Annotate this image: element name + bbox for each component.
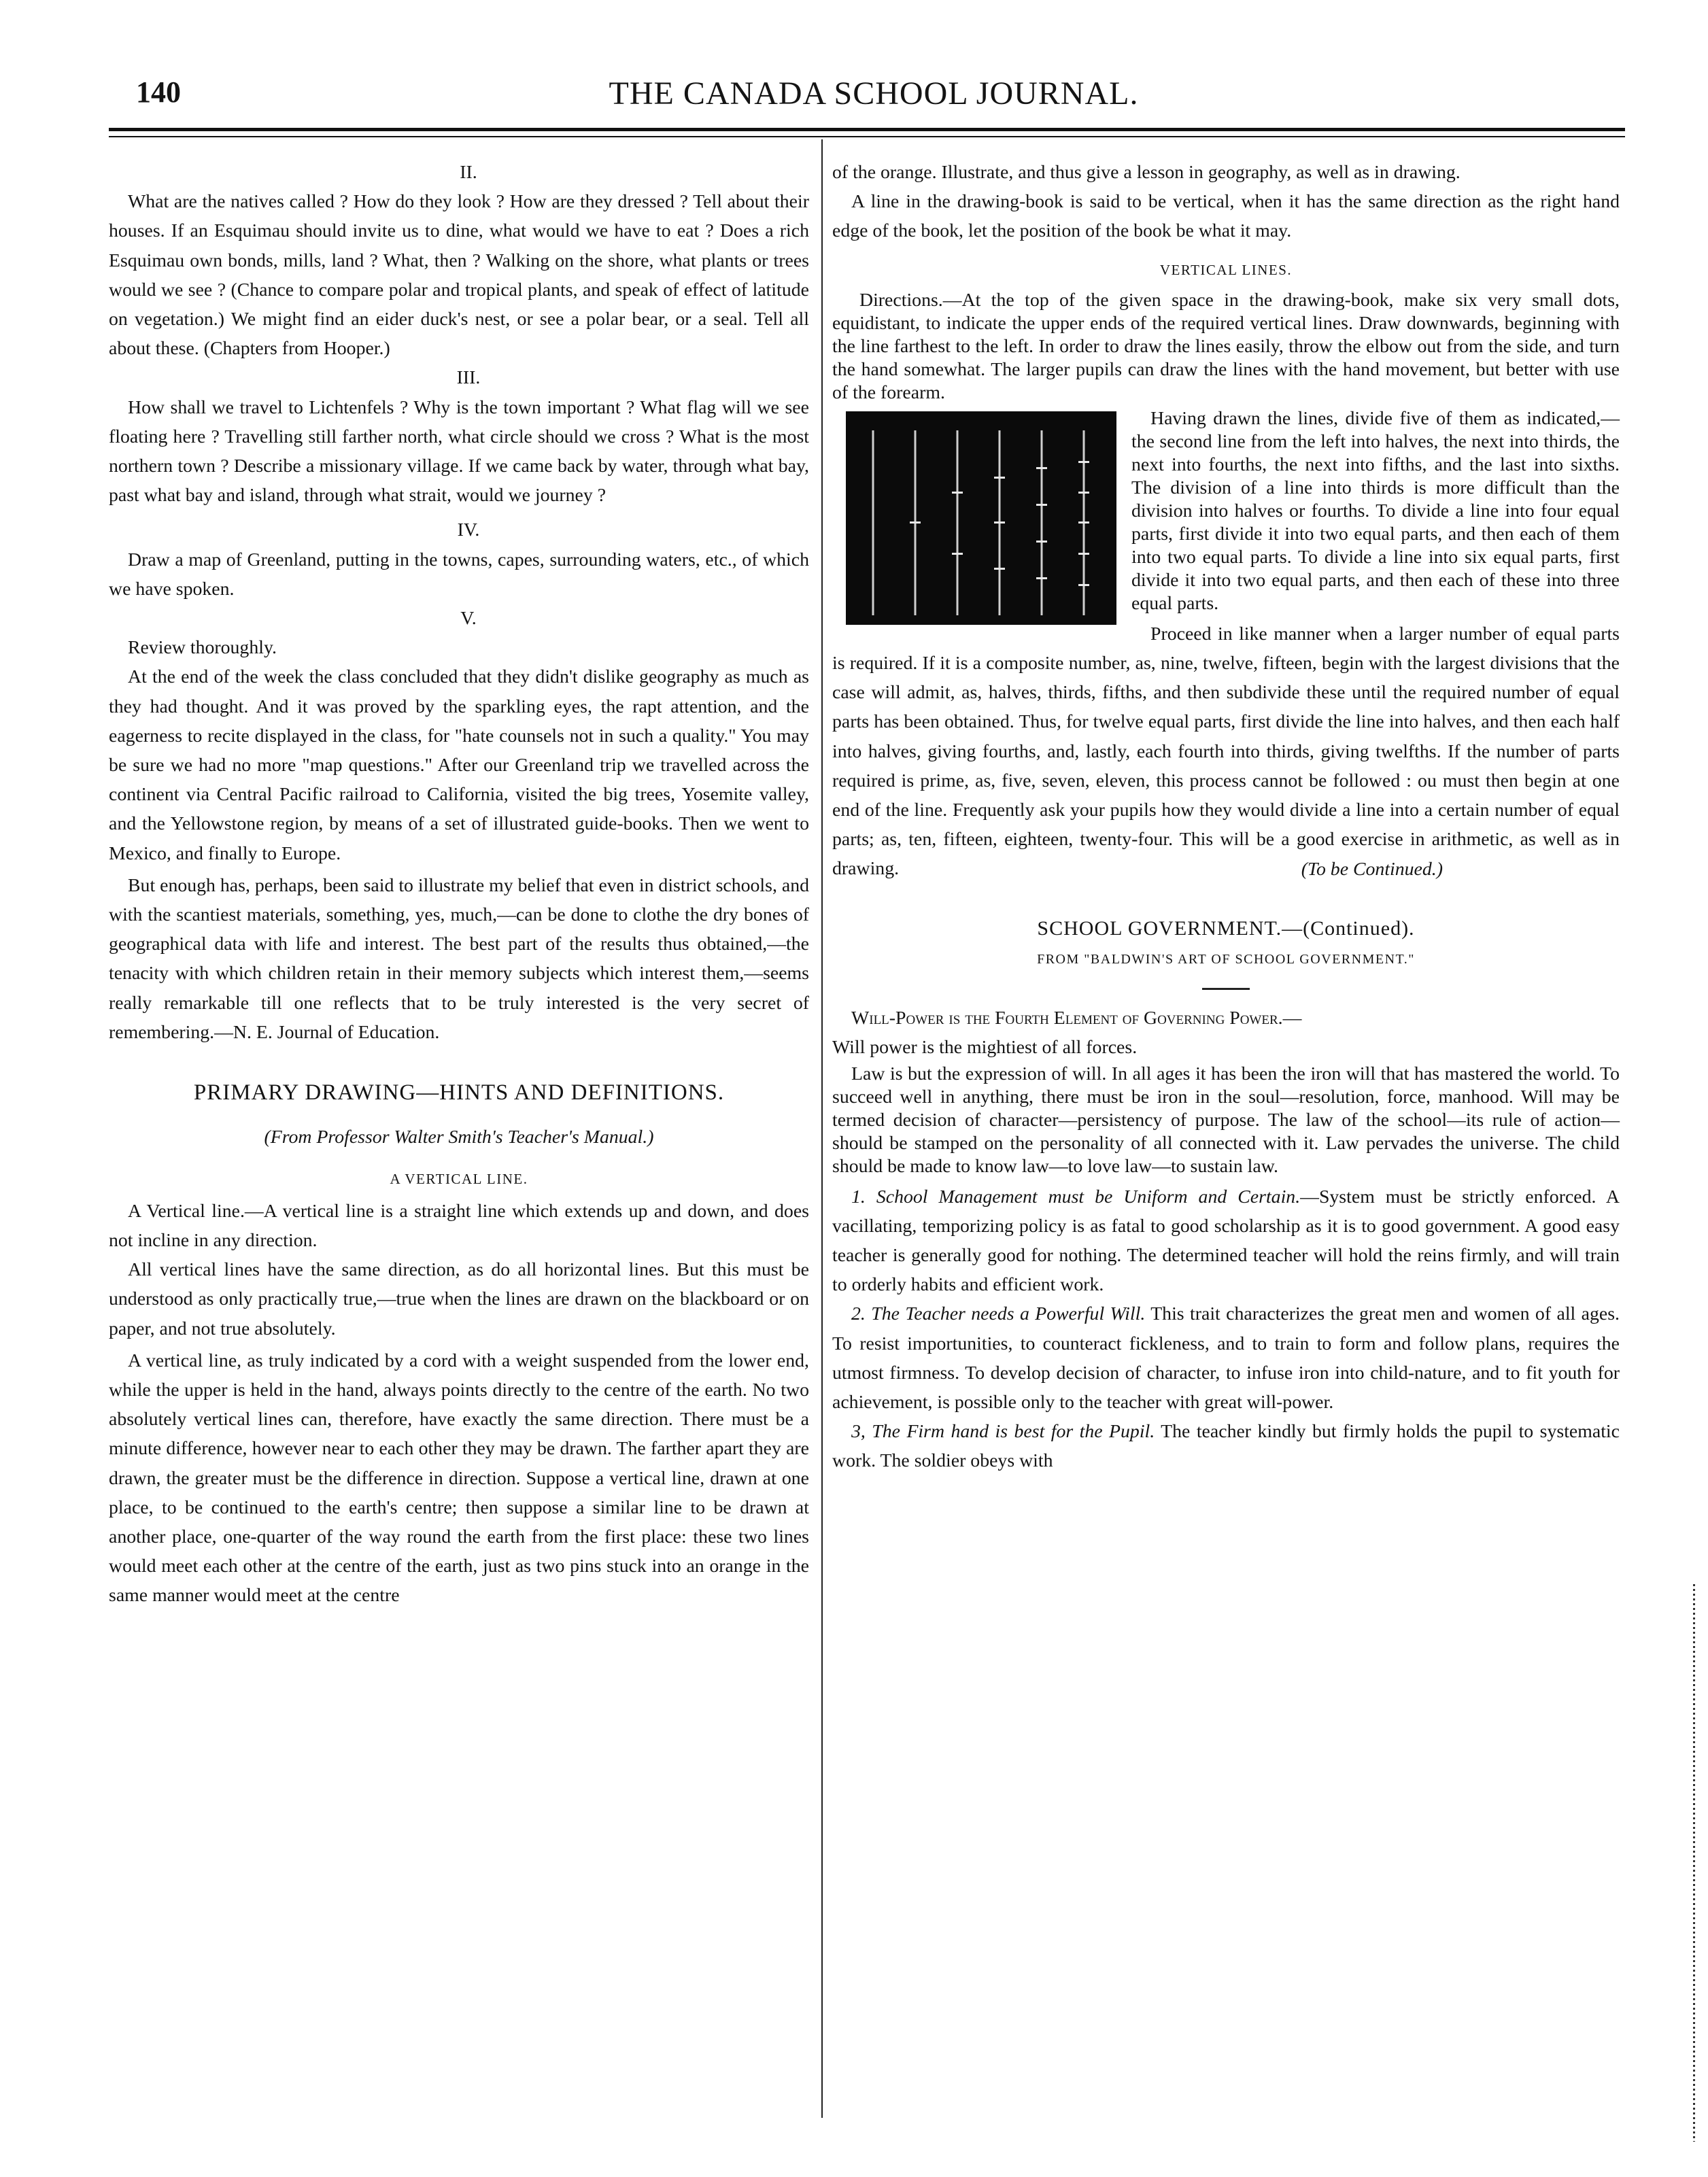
section-title: SCHOOL GOVERNMENT.—(Continued). (1037, 916, 1415, 940)
paragraph: All vertical lines have the same direction, as do all horizontal lines. But this must be understood as only practically true,—true when the lines are drawn on the blackboard or on paper, and not true absolutely. (109, 1259, 809, 1339)
journal-title: THE CANADA SCHOOL JOURNAL. (609, 75, 1139, 112)
point-heading: 3, The Firm hand is best for the Pupil. (851, 1421, 1155, 1443)
paragraph: Draw a map of Greenland, putting in the towns, capes, surrounding waters, etc., of which we have spoken. (109, 549, 809, 600)
point-heading: 2. The Teacher needs a Powerful Will. (851, 1303, 1146, 1325)
numbered-point (832, 1299, 1620, 1417)
page-number: 140 (136, 75, 181, 109)
numbered-point (832, 1182, 1620, 1300)
point-text: This trait characterizes the great men and women of all ages. To resist importunities, to counteract fickleness, and to train to form and follow plans, requires the utmost firmness. To develop decision of character, to infuse iron into child-nature, and to fit youth for achievement, is possible only to the teacher with great will-power. (832, 1303, 1620, 1413)
paragraph: But enough has, perhaps, been said to illustrate my belief that even in district schools, and with the scantiest materials, something, yes, much,—can be done to clothe the dry bones of geographical data with life and interest. The best part of the results thus obtained,—the tenacity with which children retain in their memory subjects which interest them,—seems really remarkable till one reflects that to be truly interested is the very secret of remembering.—N. E. Journal of Education. (109, 874, 810, 1043)
section-numeral: III. (456, 367, 481, 389)
paragraph: Review thoroughly. (128, 637, 277, 659)
subheading: VERTICAL LINES. (1159, 261, 1293, 278)
column-divider (821, 139, 823, 2118)
header-rule-thin (109, 136, 1625, 137)
paragraph: Proceed in like manner when a larger number of equal parts is required. If it is a composite number, as, nine, twelve, fifteen, begin with the largest divisions that the case will admit, as, halves, thirds, fifths, and then subdivide these until the required number of equal parts has been obtained. Thus, for twelve equal parts, first divide the line into halves, and then each half into halves, giving fourths, and, lastly, each fourth into thirds, giving twelfths. If the number of parts required is prime, as, five, seven, eleven, this process cannot be followed : ou must then begin at one end of the line. Frequently ask your pupils how they would divide a line into a certain number of equal parts; as, ten, fifteen, eighteen, twenty-four. This will be a good exercise in arithmetic, as well as in drawing. (832, 623, 1620, 880)
directions-paragraph (832, 289, 1620, 405)
section-source: FROM "BALDWIN'S ART OF SCHOOL GOVERNMENT." (1037, 952, 1415, 967)
section-title: PRIMARY DRAWING—HINTS AND DEFINITIONS. (193, 1080, 725, 1105)
page-header (109, 75, 1639, 122)
paragraph: Having drawn the lines, divide five of them as indicated,—the second line from the left into halves, the next into thirds, the next into fourths, the next into fifths, and the last into sixths. The division of a line into thirds is more difficult than the division into halves or fourths. To divide a line into four equal parts, first divide it into two equal parts, and then each of them into two equal parts. To divide a line into six equal parts, first divide it into two equal parts, and then each of these into three equal parts. (1131, 407, 1620, 614)
subheading: Will-Power is the Fourth Element of Governing Power.— (851, 1008, 1302, 1029)
point-text: The teacher kindly but firmly holds the pupil to systematic work. The soldier obeys with (832, 1421, 1620, 1472)
right-column (832, 158, 1620, 1476)
paragraph: How shall we travel to Lichtenfels ? Why is the town important ? What flag will we see floating here ? Travelling still farther north, what circle should we cross ? What is the most northern town ? Describe a missionary village. If we came back by water, through what bay, past what bay and island, through what strait, would we journey ? (109, 396, 809, 507)
definition: A Vertical line.—A vertical line is a straight line which extends up and down, and does not incline in any direction. (109, 1200, 809, 1251)
section-source: (From Professor Walter Smith's Teacher's Manual.) (264, 1127, 654, 1148)
directions-text: —At the top of the given space in the drawing-book, make six very small dots, equidistant, to indicate the upper ends of the required vertical lines. Draw downwards, beginning with the line farthest to the left. In order to draw the lines easily, throw the elbow out from the side, and turn the hand somewhat. The larger pupils can draw the lines with the hand movement, but better with use of the forearm. (832, 289, 1620, 403)
subheading: A VERTICAL LINE. (390, 1170, 528, 1187)
paragraph: A line in the drawing-book is said to be vertical, when it has the same direction as the right hand edge of the book, let the position of the book be what it may. (832, 191, 1620, 242)
scan-edge-artifact (1693, 1584, 1695, 2142)
point-heading: 1. School Management must be Uniform and Certain. (851, 1186, 1301, 1207)
directions-label: Directions. (859, 289, 943, 311)
header-rule (109, 128, 1625, 131)
vertical-lines-illustration (846, 411, 1116, 625)
to-be-continued: (To be Continued.) (1301, 858, 1443, 880)
section-numeral: IV. (457, 519, 480, 541)
paragraph: Will power is the mightiest of all forces. (832, 1037, 1138, 1059)
paragraph: At the end of the week the class concluded that they didn't dislike geography as much as they had thought. And it was proved by the sparkling eyes, the rapt attention, and the eagerness to recite displayed in the class, for "hate counsels not in such a quality." You may be sure we had no more "map questions." After our Greenland trip we travelled across the continent via Central Pacific railroad to California, visited the big trees, Yosemite valley, and the Yellowstone region, by means of a set of illustrated guide-books. Then we went to Mexico, and finally to Europe. (109, 666, 809, 864)
left-column (109, 158, 809, 1611)
section-numeral: II. (460, 162, 477, 183)
paragraph: Law is but the expression of will. In all ages it has been the iron will that has mastered the world. To succeed well in anything, there must be iron in the soul—resolution, force, manhood. Will may be termed decision of character—persistency of purpose. The law of the school—its rule of action—should be stamped on the personality of all connected with it. Law pervades the universe. The child should be made to know law—to love law—to sustain law. (832, 1063, 1620, 1177)
source-rule (1202, 988, 1250, 990)
vertical-lines-figure (846, 411, 1116, 625)
numbered-point (832, 1417, 1620, 1475)
section-numeral: V. (460, 608, 477, 630)
paragraph: A vertical line, as truly indicated by a cord with a weight suspended from the lower end, while the upper is held in the hand, always points directly to the centre of the earth. No two absolutely vertical lines can, therefore, have exactly the same direction. There must be a minute difference, however near to each other they may be drawn. The farther apart they are drawn, the greater must be the difference in direction. Suppose a vertical line, drawn at one place, to be continued to the earth's centre; then suppose a similar line to be drawn at another place, one-quarter of the way round the earth from the first place: these two lines would meet each other at the centre of the earth, just as two pins stuck into an orange in the same manner would meet at the centre (109, 1350, 809, 1607)
paragraph: of the orange. Illustrate, and thus give a lesson in geography, as well as in drawing. (832, 162, 1461, 183)
point-text: —System must be strictly enforced. A vacillating, temporizing policy is as fatal to good scholarship as it is to good government. A good easy teacher is generally good for nothing. The determined teacher will hold the reins firmly, and will train to orderly habits and efficient work. (832, 1186, 1620, 1296)
paragraph: What are the natives called ? How do they look ? How are they dressed ? Tell about their houses. If an Esquimau should invite us to dine, what would we have to eat ? Does a rich Esquimau own bonds, mills, land ? What, then ? Walking on the shore, what plants or trees would we see ? (Chance to compare polar and tropical plants, and speak of effect of latitude on vegetation.) We might find an eider duck's nest, or see a polar bear, or a seal. Tell all about these. (Chapters from Hooper.) (109, 191, 809, 360)
